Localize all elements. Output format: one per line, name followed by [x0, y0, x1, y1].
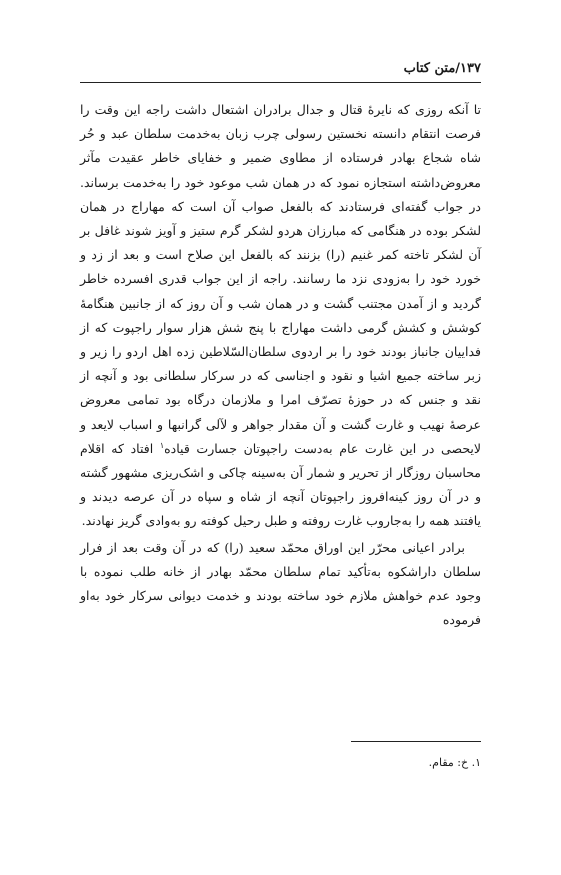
footnote: ۱. خ: مقام. — [428, 756, 481, 769]
paragraph-1-continued: افتاد که اقلام محاسبان روزگار از تحریر و شمار آن به‌سینه چاکی و اشک‌ریزی مشهور گشته و در آن روز کینه‌افروز راجپوتان آنچه از شاه و سپاه در آن عرصه دیدند و یافتند همه را به‌جاروب غارت روفته و طبل رحیل کوفته رو به‌وادی گریز نهادند. — [80, 440, 481, 529]
paragraph-1 — [80, 98, 481, 534]
page-number-title: ۱۳۷/متن کتاب — [403, 61, 481, 76]
page-header — [80, 60, 481, 83]
footnote-reference: ۱ — [159, 440, 165, 450]
paragraph-1-text: تا آنکه روزی که نایرهٔ قتال و جدال برادران اشتعال داشت راجه این وقت را فرصت انتقام دانسته نخستین رسولی چرب زبان به‌خدمت سلطان عبد و حُر شاه شجاع بهادر فرستاده از مطاوی ضمیر و خفایای خاطر عقیدت مآثر معروض‌داشته استجازه نمود که در همان شب موعود خود را به‌خدمت برساند. در جواب گفته‌ای فرستادند که بالفعل صواب آن است که مهاراج در همان لشکر بوده در هنگامی که مبارزان هردو لشکر گرم ستیز و آویز شوند غافل بر آن لشکر تاخته کمر غنیم (را) بزنند که بالفعل این صلاح است و بعد از زد و خورد خود را به‌زودی نزد ما رسانند. راجه از این جواب قدری افسرده خاطر گردید و از آمدن مجتنب گشت و در همان شب و آن روز که از جانبین هنگامهٔ کوشش و کشش گرمی داشت مهاراج با پنج شش هزار سوار راجپوت که از فداییان جانباز بودند خود را بر اردوی سلطان‌السّلاطین زده اهل اردو را زیر و زبر ساخته جمیع اشیا و نقود و اجناسی که در سرکار سلطانی بود و آنچه از نقد و جنس که در حوزهٔ تصرّف امرا و ملازمان درگاه بود تمامی معروض عرصهٔ نهیب و غارت گشت و آن مقدار جواهر و لآلی گرانبها و اسباب لایعد و لایحصی در این غارت عام به‌دست راجپوتان جسارت قیاده — [80, 102, 481, 456]
footnote-divider — [351, 741, 481, 742]
paragraph-2: برادر اعیانی محرّر این اوراق محمّد سعید (را) که در آن وقت بعد از فرار سلطان داراشکوه به‌تأکید تمام سلطان محمّد بهادر از خانه طلب نموده با وجود عدم خواهش ملازم خود ساخته بودند و خدمت دیوانی سرکار خود به‌او فرموده — [80, 539, 481, 628]
body-text — [80, 98, 481, 632]
